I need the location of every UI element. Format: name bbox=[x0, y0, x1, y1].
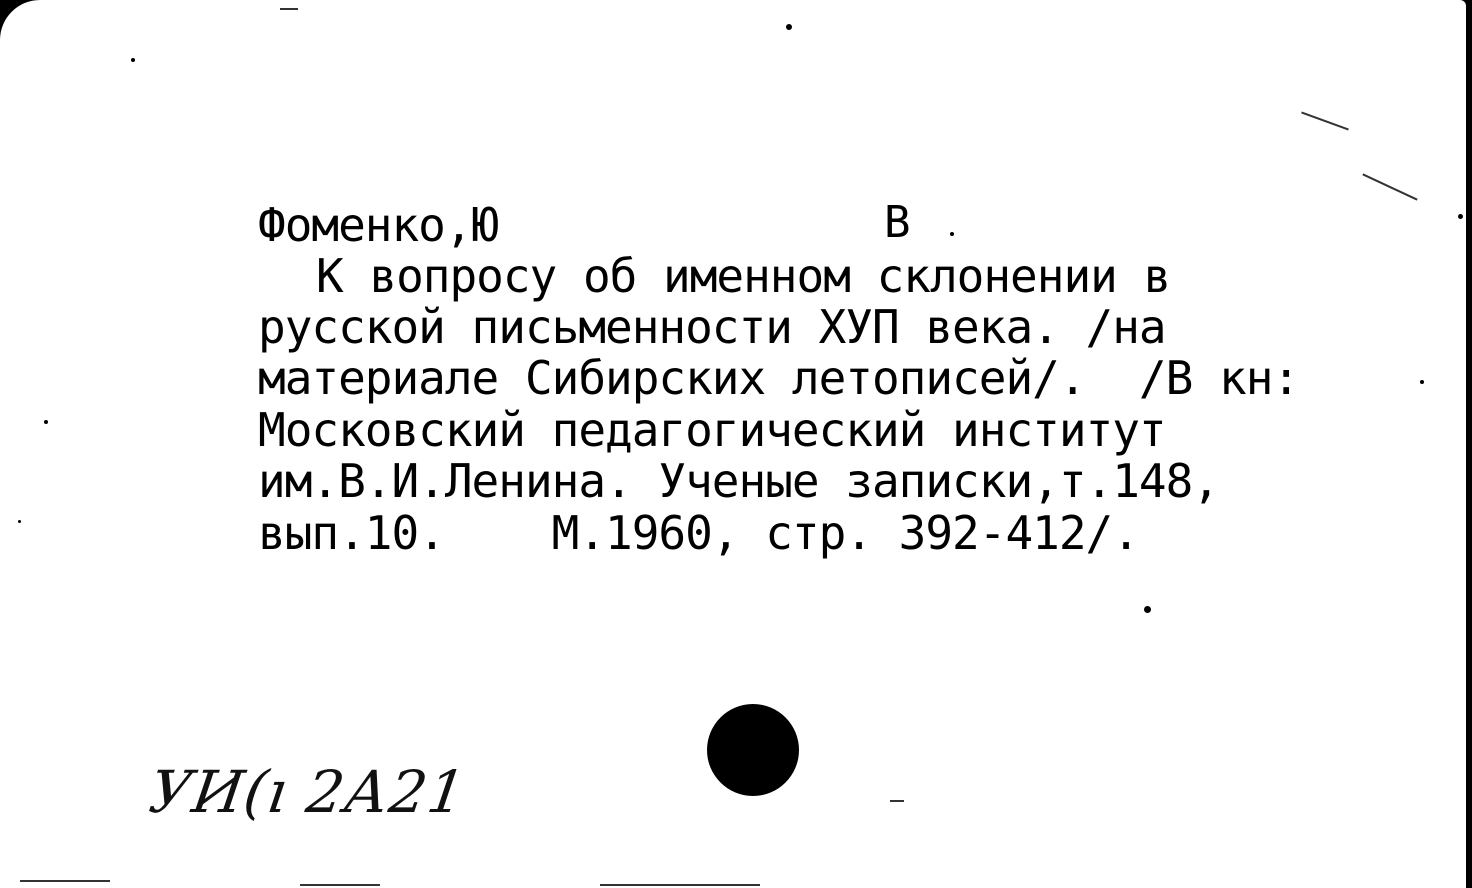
noise-speck bbox=[44, 420, 48, 424]
noise-speck bbox=[1420, 380, 1424, 384]
noise-speck bbox=[131, 58, 135, 62]
citation-line-1: К вопросу об именном склонении в bbox=[316, 249, 1171, 303]
noise-dash bbox=[890, 800, 904, 802]
catalog-mark: В bbox=[884, 197, 910, 248]
handwritten-shelf-code: УИ(ı 2А21 bbox=[145, 758, 471, 826]
citation-line-4: Московский педагогический институт bbox=[258, 403, 1166, 457]
noise-dash bbox=[20, 880, 110, 882]
noise-speck bbox=[1144, 606, 1151, 613]
noise-dash bbox=[1362, 173, 1417, 200]
citation-line-3: материале Сибирских летописей/. /В кн: bbox=[258, 351, 1300, 405]
noise-speck bbox=[18, 520, 21, 523]
noise-dash bbox=[600, 884, 760, 886]
noise-speck bbox=[786, 24, 792, 30]
punch-hole bbox=[707, 704, 799, 796]
citation-line-2: русской письменности ХУП века. /на bbox=[258, 300, 1166, 354]
noise-dash bbox=[300, 884, 380, 886]
author-name: Фоменко,Ю bbox=[258, 198, 499, 252]
citation-line-5: им.В.И.Ленина. Ученые записки,т.148, bbox=[258, 454, 1219, 508]
citation-line-6: вып.10. М.1960, стр. 392-412/. bbox=[258, 506, 1139, 560]
noise-speck bbox=[950, 232, 954, 236]
card-edge bbox=[1466, 0, 1472, 888]
noise-speck bbox=[1458, 214, 1463, 219]
noise-dash bbox=[280, 8, 298, 10]
noise-dash bbox=[1301, 112, 1349, 131]
